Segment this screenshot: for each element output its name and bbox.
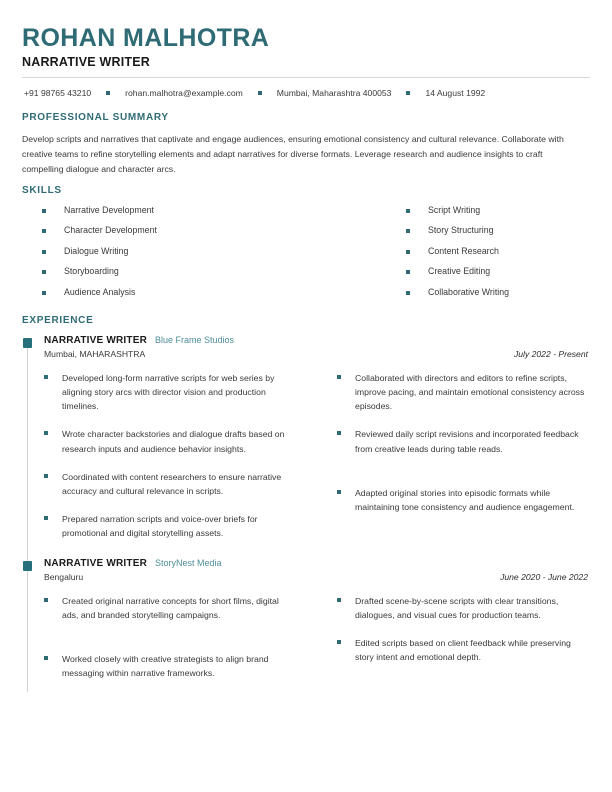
skill-item bbox=[42, 225, 316, 235]
skill-label: Collaborative Writing bbox=[428, 286, 509, 297]
job-bullet-text: Created original narrative concepts for short films, digital ads, and branded storytelling campaigns. bbox=[62, 596, 279, 621]
skill-label: Narrative Development bbox=[64, 204, 154, 215]
bullet-square-icon bbox=[337, 640, 341, 644]
skill-label: Character Development bbox=[64, 225, 157, 236]
job-company: StoryNest Media bbox=[155, 558, 222, 568]
bullet-square-icon bbox=[406, 291, 410, 295]
job-dates: June 2020 - June 2022 bbox=[500, 572, 588, 582]
experience-item bbox=[22, 335, 590, 554]
job-location: Bengaluru bbox=[44, 572, 84, 582]
skills-column-left bbox=[42, 205, 316, 308]
job-bullet bbox=[44, 652, 293, 680]
job-headline bbox=[44, 558, 590, 569]
resume-header bbox=[22, 24, 590, 98]
job-bullets-right bbox=[317, 594, 590, 694]
section-title-skills: SKILLS bbox=[22, 184, 62, 196]
job-bullet bbox=[337, 636, 590, 664]
bullet-square-icon bbox=[337, 375, 341, 379]
job-role: NARRATIVE WRITER bbox=[44, 335, 148, 347]
section-skills bbox=[22, 185, 590, 308]
skill-item bbox=[42, 205, 316, 215]
bullet-square-icon bbox=[406, 270, 410, 274]
bullet-square-icon bbox=[406, 250, 410, 254]
job-bullet bbox=[44, 470, 293, 498]
skill-label: Storyboarding bbox=[64, 266, 119, 277]
job-bullet-text: Prepared narration scripts and voice-over briefs for promotional and digital storytelling assets. bbox=[62, 513, 258, 538]
bullet-square-icon bbox=[42, 209, 46, 213]
timeline-marker-icon bbox=[23, 561, 32, 571]
job-bullet-text: Drafted scene-by-scene scripts with clear transitions, dialogues, and visual cues for production teams. bbox=[355, 596, 559, 621]
skills-column-right bbox=[316, 205, 590, 308]
timeline-marker-icon bbox=[23, 338, 32, 348]
bullet-square-icon bbox=[337, 598, 341, 602]
job-bullet bbox=[44, 594, 293, 622]
contact-separator-icon bbox=[406, 91, 410, 95]
candidate-title: NARRATIVE WRITER bbox=[22, 54, 150, 69]
job-bullet bbox=[337, 371, 590, 413]
skill-label: Audience Analysis bbox=[64, 286, 136, 297]
job-headline bbox=[44, 335, 590, 346]
job-role: NARRATIVE WRITER bbox=[44, 558, 148, 569]
bullet-square-icon bbox=[42, 291, 46, 295]
skill-item bbox=[406, 205, 590, 215]
section-professional-summary bbox=[22, 112, 590, 177]
contact-separator-icon bbox=[106, 91, 110, 95]
job-bullet bbox=[337, 427, 590, 455]
contact-date-of-birth: 14 August 1992 bbox=[425, 87, 486, 98]
job-bullet-text: Developed long-form narrative scripts for web series by aligning story arcs with director vision and production timelines. bbox=[62, 373, 275, 412]
bullet-square-icon bbox=[44, 375, 48, 379]
skill-label: Story Structuring bbox=[428, 225, 494, 236]
job-location: Mumbai, MAHARASHTRA bbox=[44, 349, 146, 360]
skill-label: Creative Editing bbox=[428, 266, 491, 277]
skill-label: Script Writing bbox=[428, 204, 481, 215]
bullet-square-icon bbox=[44, 474, 48, 478]
candidate-name: ROHAN MALHOTRA bbox=[22, 24, 270, 52]
job-bullet bbox=[337, 486, 590, 514]
job-bullet-text: Reviewed daily script revisions and incorporated feedback from creative leads during table reads. bbox=[355, 429, 579, 454]
section-title-experience: EXPERIENCE bbox=[22, 315, 94, 327]
job-bullet-text: Collaborated with directors and editors to refine scripts, improve pacing, and maintain emotional consistency across episodes. bbox=[355, 373, 585, 412]
section-experience bbox=[22, 315, 590, 694]
skill-item bbox=[406, 246, 590, 256]
contact-location: Mumbai, Maharashtra 400053 bbox=[276, 87, 392, 98]
bullet-square-icon bbox=[44, 516, 48, 520]
skills-columns bbox=[22, 205, 590, 308]
experience-timeline bbox=[22, 335, 590, 694]
skill-item bbox=[42, 287, 316, 297]
contact-phone: +91 98765 43210 bbox=[24, 87, 92, 98]
bullet-square-icon bbox=[42, 270, 46, 274]
job-bullets-left bbox=[44, 594, 317, 694]
bullet-square-icon bbox=[44, 656, 48, 660]
skill-item bbox=[406, 266, 590, 276]
bullet-square-icon bbox=[42, 229, 46, 233]
skill-item bbox=[406, 287, 590, 297]
skill-label: Content Research bbox=[428, 245, 499, 256]
job-bullets-right bbox=[317, 371, 590, 554]
job-bullet-text: Coordinated with content researchers to ensure narrative accuracy and cultural relevance in scripts. bbox=[62, 471, 282, 496]
bullet-square-icon bbox=[44, 598, 48, 602]
bullet-square-icon bbox=[406, 209, 410, 213]
job-bullets-left bbox=[44, 371, 317, 554]
job-bullet bbox=[44, 512, 293, 540]
job-bullet bbox=[44, 427, 293, 455]
skill-item bbox=[406, 225, 590, 235]
skill-item bbox=[42, 246, 316, 256]
bullet-square-icon bbox=[406, 229, 410, 233]
job-bullet-text: Worked closely with creative strategists to align brand messaging within narrative frameworks. bbox=[62, 654, 269, 679]
job-bullet-text: Wrote character backstories and dialogue drafts based on research inputs and audience behavior insights. bbox=[62, 429, 285, 454]
job-subline bbox=[44, 349, 590, 359]
job-bullet-columns bbox=[44, 594, 590, 694]
contact-separator-icon bbox=[258, 91, 262, 95]
section-title-summary: PROFESSIONAL SUMMARY bbox=[22, 111, 169, 123]
job-bullet-text: Edited scripts based on client feedback while preserving story intent and emotional depth. bbox=[355, 638, 571, 663]
summary-text: Develop scripts and narratives that captivate and engage audiences, ensuring emotional consistency and cultural relevance. Collaborate with creative teams to refine storytelling elements and adapt narratives for diverse formats. Leverage research and audience insights to craft compelling dialogue and character arcs. bbox=[22, 133, 564, 174]
job-bullet-text: Adapted original stories into episodic formats while maintaining tone consistency and audience engagement. bbox=[355, 487, 575, 512]
skill-item bbox=[42, 266, 316, 276]
bullet-square-icon bbox=[337, 431, 341, 435]
contact-email[interactable]: rohan.malhotra@example.com bbox=[125, 87, 243, 98]
contact-row bbox=[22, 88, 590, 98]
job-bullet bbox=[44, 371, 293, 413]
job-bullet-columns bbox=[44, 371, 590, 554]
job-bullet bbox=[337, 594, 590, 622]
bullet-square-icon bbox=[42, 250, 46, 254]
job-company: Blue Frame Studios bbox=[155, 335, 235, 346]
job-dates: July 2022 - Present bbox=[513, 349, 588, 360]
job-subline bbox=[44, 572, 590, 582]
experience-item bbox=[22, 558, 590, 694]
header-divider bbox=[22, 77, 590, 78]
bullet-square-icon bbox=[44, 431, 48, 435]
skill-label: Dialogue Writing bbox=[64, 245, 129, 256]
bullet-square-icon bbox=[337, 490, 341, 494]
